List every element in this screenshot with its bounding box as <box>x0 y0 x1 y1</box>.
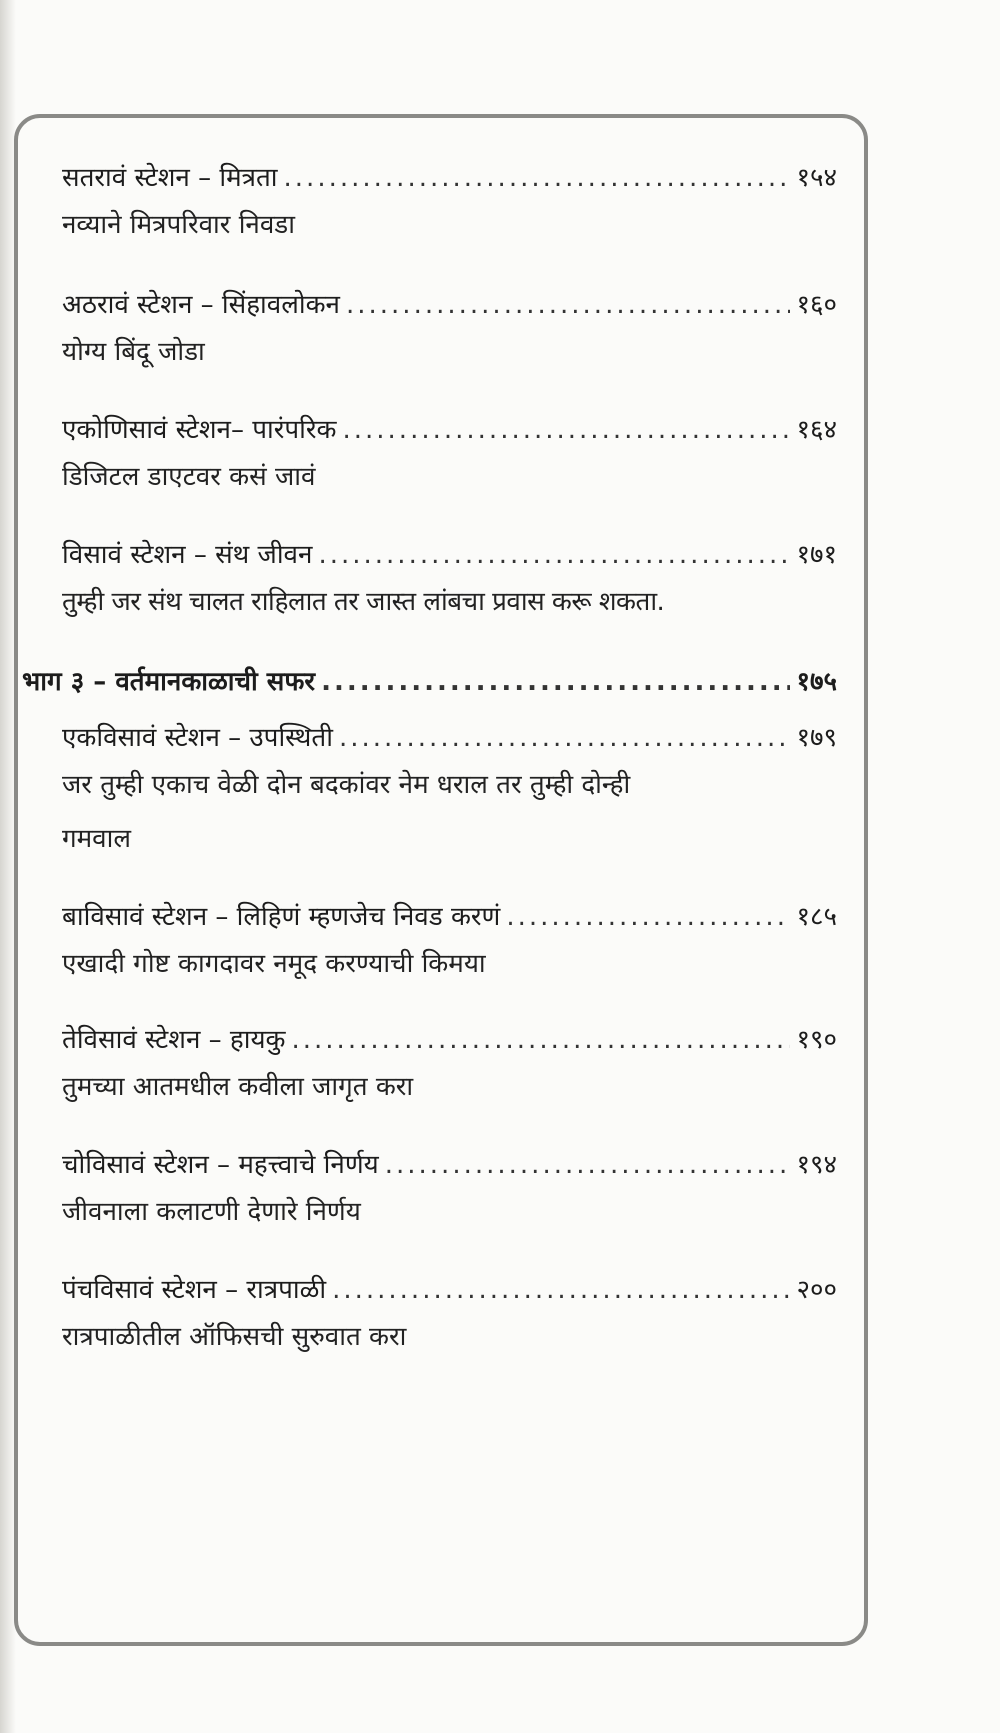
entry-subtitle: जर तुम्ही एकाच वेळी दोन बदकांवर नेम धराल तर तुम्ही दोन्ही <box>62 770 631 800</box>
toc-entry <box>62 158 837 252</box>
dot-leader <box>332 1270 790 1310</box>
entry-title: पंचविसावं स्टेशन – रात्रपाळी <box>62 1275 327 1305</box>
toc-entry <box>62 285 837 379</box>
toc-entry <box>62 897 837 991</box>
entry-subtitle: जीवनाला कलाटणी देणारे निर्णय <box>62 1197 361 1227</box>
page-number: २०० <box>796 1275 837 1305</box>
page-number: १६० <box>796 290 837 320</box>
entry-title: चोविसावं स्टेशन – महत्त्वाचे निर्णय <box>62 1150 379 1180</box>
dot-leader <box>385 1145 791 1185</box>
page-number: १६४ <box>796 415 837 445</box>
page-number: १७१ <box>796 540 837 570</box>
entry-subtitle: तुमच्या आतमधील कवीला जागृत करा <box>62 1072 414 1102</box>
page-number: १८५ <box>796 902 837 932</box>
toc-entry <box>62 1020 837 1114</box>
entry-subtitle: रात्रपाळीतील ऑफिसची सुरुवात करा <box>62 1322 407 1352</box>
toc-entry <box>62 535 837 629</box>
dot-leader <box>339 718 791 758</box>
toc-entry <box>62 1145 837 1239</box>
entry-subtitle-continued: गमवाल <box>62 824 132 854</box>
entry-title: बाविसावं स्टेशन – लिहिणं म्हणजेच निवड करणं <box>62 902 501 932</box>
part-heading <box>22 662 837 702</box>
page-number: १५४ <box>796 163 837 193</box>
entry-title: एकविसावं स्टेशन – उपस्थिती <box>62 723 333 753</box>
dot-leader <box>506 897 790 937</box>
entry-subtitle: नव्याने मित्रपरिवार निवडा <box>62 210 295 240</box>
entry-subtitle: तुम्ही जर संथ चालत राहिलात तर जास्त लांबचा प्रवास करू शकता. <box>62 587 665 617</box>
entry-title: सतरावं स्टेशन – मित्रता <box>62 163 278 193</box>
page-number: १९४ <box>796 1150 837 1180</box>
page-number: १७५ <box>796 667 837 697</box>
entry-title: तेविसावं स्टेशन – हायकु <box>62 1025 286 1055</box>
entry-title: अठरावं स्टेशन – सिंहावलोकन <box>62 290 340 320</box>
dot-leader <box>318 535 790 575</box>
toc-entry <box>62 410 837 504</box>
entry-title: एकोणिसावं स्टेशन– पारंपरिक <box>62 415 337 445</box>
toc-entry <box>62 718 837 866</box>
dot-leader <box>292 1020 791 1060</box>
dot-leader <box>284 158 791 198</box>
dot-leader <box>346 285 790 325</box>
page-number: १९० <box>796 1025 837 1055</box>
toc-entry <box>62 1270 837 1364</box>
entry-subtitle: डिजिटल डाएटवर कसं जावं <box>62 462 316 492</box>
dot-leader <box>321 662 790 702</box>
entry-subtitle: एखादी गोष्ट कागदावर नमूद करण्याची किमया <box>62 949 486 979</box>
entry-title: विसावं स्टेशन – संथ जीवन <box>62 540 313 570</box>
entry-subtitle: योग्य बिंदू जोडा <box>62 337 205 367</box>
part-title: भाग ३ – वर्तमानकाळाची सफर <box>22 667 316 697</box>
page-number: १७९ <box>796 723 837 753</box>
dot-leader <box>342 410 790 450</box>
